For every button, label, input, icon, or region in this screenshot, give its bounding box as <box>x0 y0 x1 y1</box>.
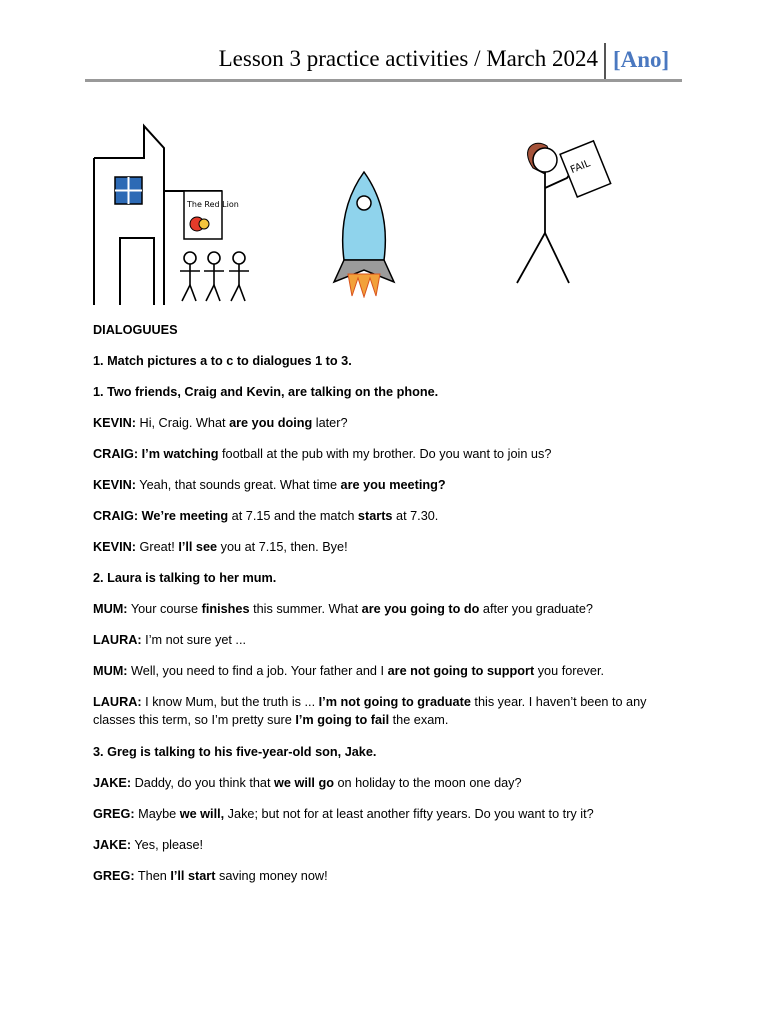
dialogue-line: JAKE: Daddy, do you think that we will go on holiday to the moon one day? <box>93 776 522 790</box>
dialogue-line: GREG: Then I’ll start saving money now! <box>93 869 328 883</box>
header-separator <box>604 43 606 80</box>
flame-icon <box>348 274 380 297</box>
picture-rocket <box>330 170 398 298</box>
picture-fail <box>505 138 615 288</box>
window-icon <box>115 177 142 204</box>
dialogue-line: KEVIN: Great! I’ll see you at 7.15, then. Bye! <box>93 540 348 554</box>
stick-people <box>180 252 249 301</box>
picture-pub <box>92 123 272 305</box>
dialogue-line: KEVIN: Hi, Craig. What are you doing later? <box>93 416 348 430</box>
header-tag: [Ano] <box>613 47 670 72</box>
pub-sign-text: The Red Lion <box>187 200 239 209</box>
dialogue-line: CRAIG: I’m watching football at the pub with my brother. Do you want to join us? <box>93 447 552 461</box>
dialogue-1-heading: 1. Two friends, Craig and Kevin, are talking on the phone. <box>93 385 439 399</box>
dialogue-line: CRAIG: We’re meeting at 7.15 and the match starts at 7.30. <box>93 509 439 523</box>
dialogue-line: JAKE: Yes, please! <box>93 838 204 852</box>
fail-paper-text: FAIL <box>569 158 592 177</box>
header-rule <box>85 79 682 82</box>
porthole-icon <box>357 196 371 210</box>
header-title: Lesson 3 practice activities / March 2024 <box>218 46 598 71</box>
page-header <box>85 40 682 82</box>
pub-sign <box>184 191 239 239</box>
dialogue-line: KEVIN: Yeah, that sounds great. What time are you meeting? <box>93 478 446 492</box>
dialogue-line: LAURA: I’m not sure yet ... <box>93 633 246 647</box>
dialogue-2-heading: 2. Laura is talking to her mum. <box>93 571 277 585</box>
dialogue-line: GREG: Maybe we will, Jake; but not for at least another fifty years. Do you want to try it? <box>93 807 594 821</box>
dialogue-line: MUM: Your course finishes this summer. What are you going to do after you graduate? <box>93 602 593 616</box>
instruction: 1. Match pictures a to c to dialogues 1 to 3. <box>93 354 352 368</box>
dialogue-line: LAURA: I know Mum, but the truth is ... I’m not going to graduate this year. I haven’t been to any classes this term, so I’m pretty sure I’m going to fail the exam. <box>93 695 647 727</box>
dialogue-line: MUM: Well, you need to find a job. Your father and I are not going to support you forever. <box>93 664 605 678</box>
dialogue-3-heading: 3. Greg is talking to his five-year-old son, Jake. <box>93 745 377 759</box>
fail-paper <box>560 141 611 197</box>
section-title: DIALOGUUES <box>93 323 178 337</box>
